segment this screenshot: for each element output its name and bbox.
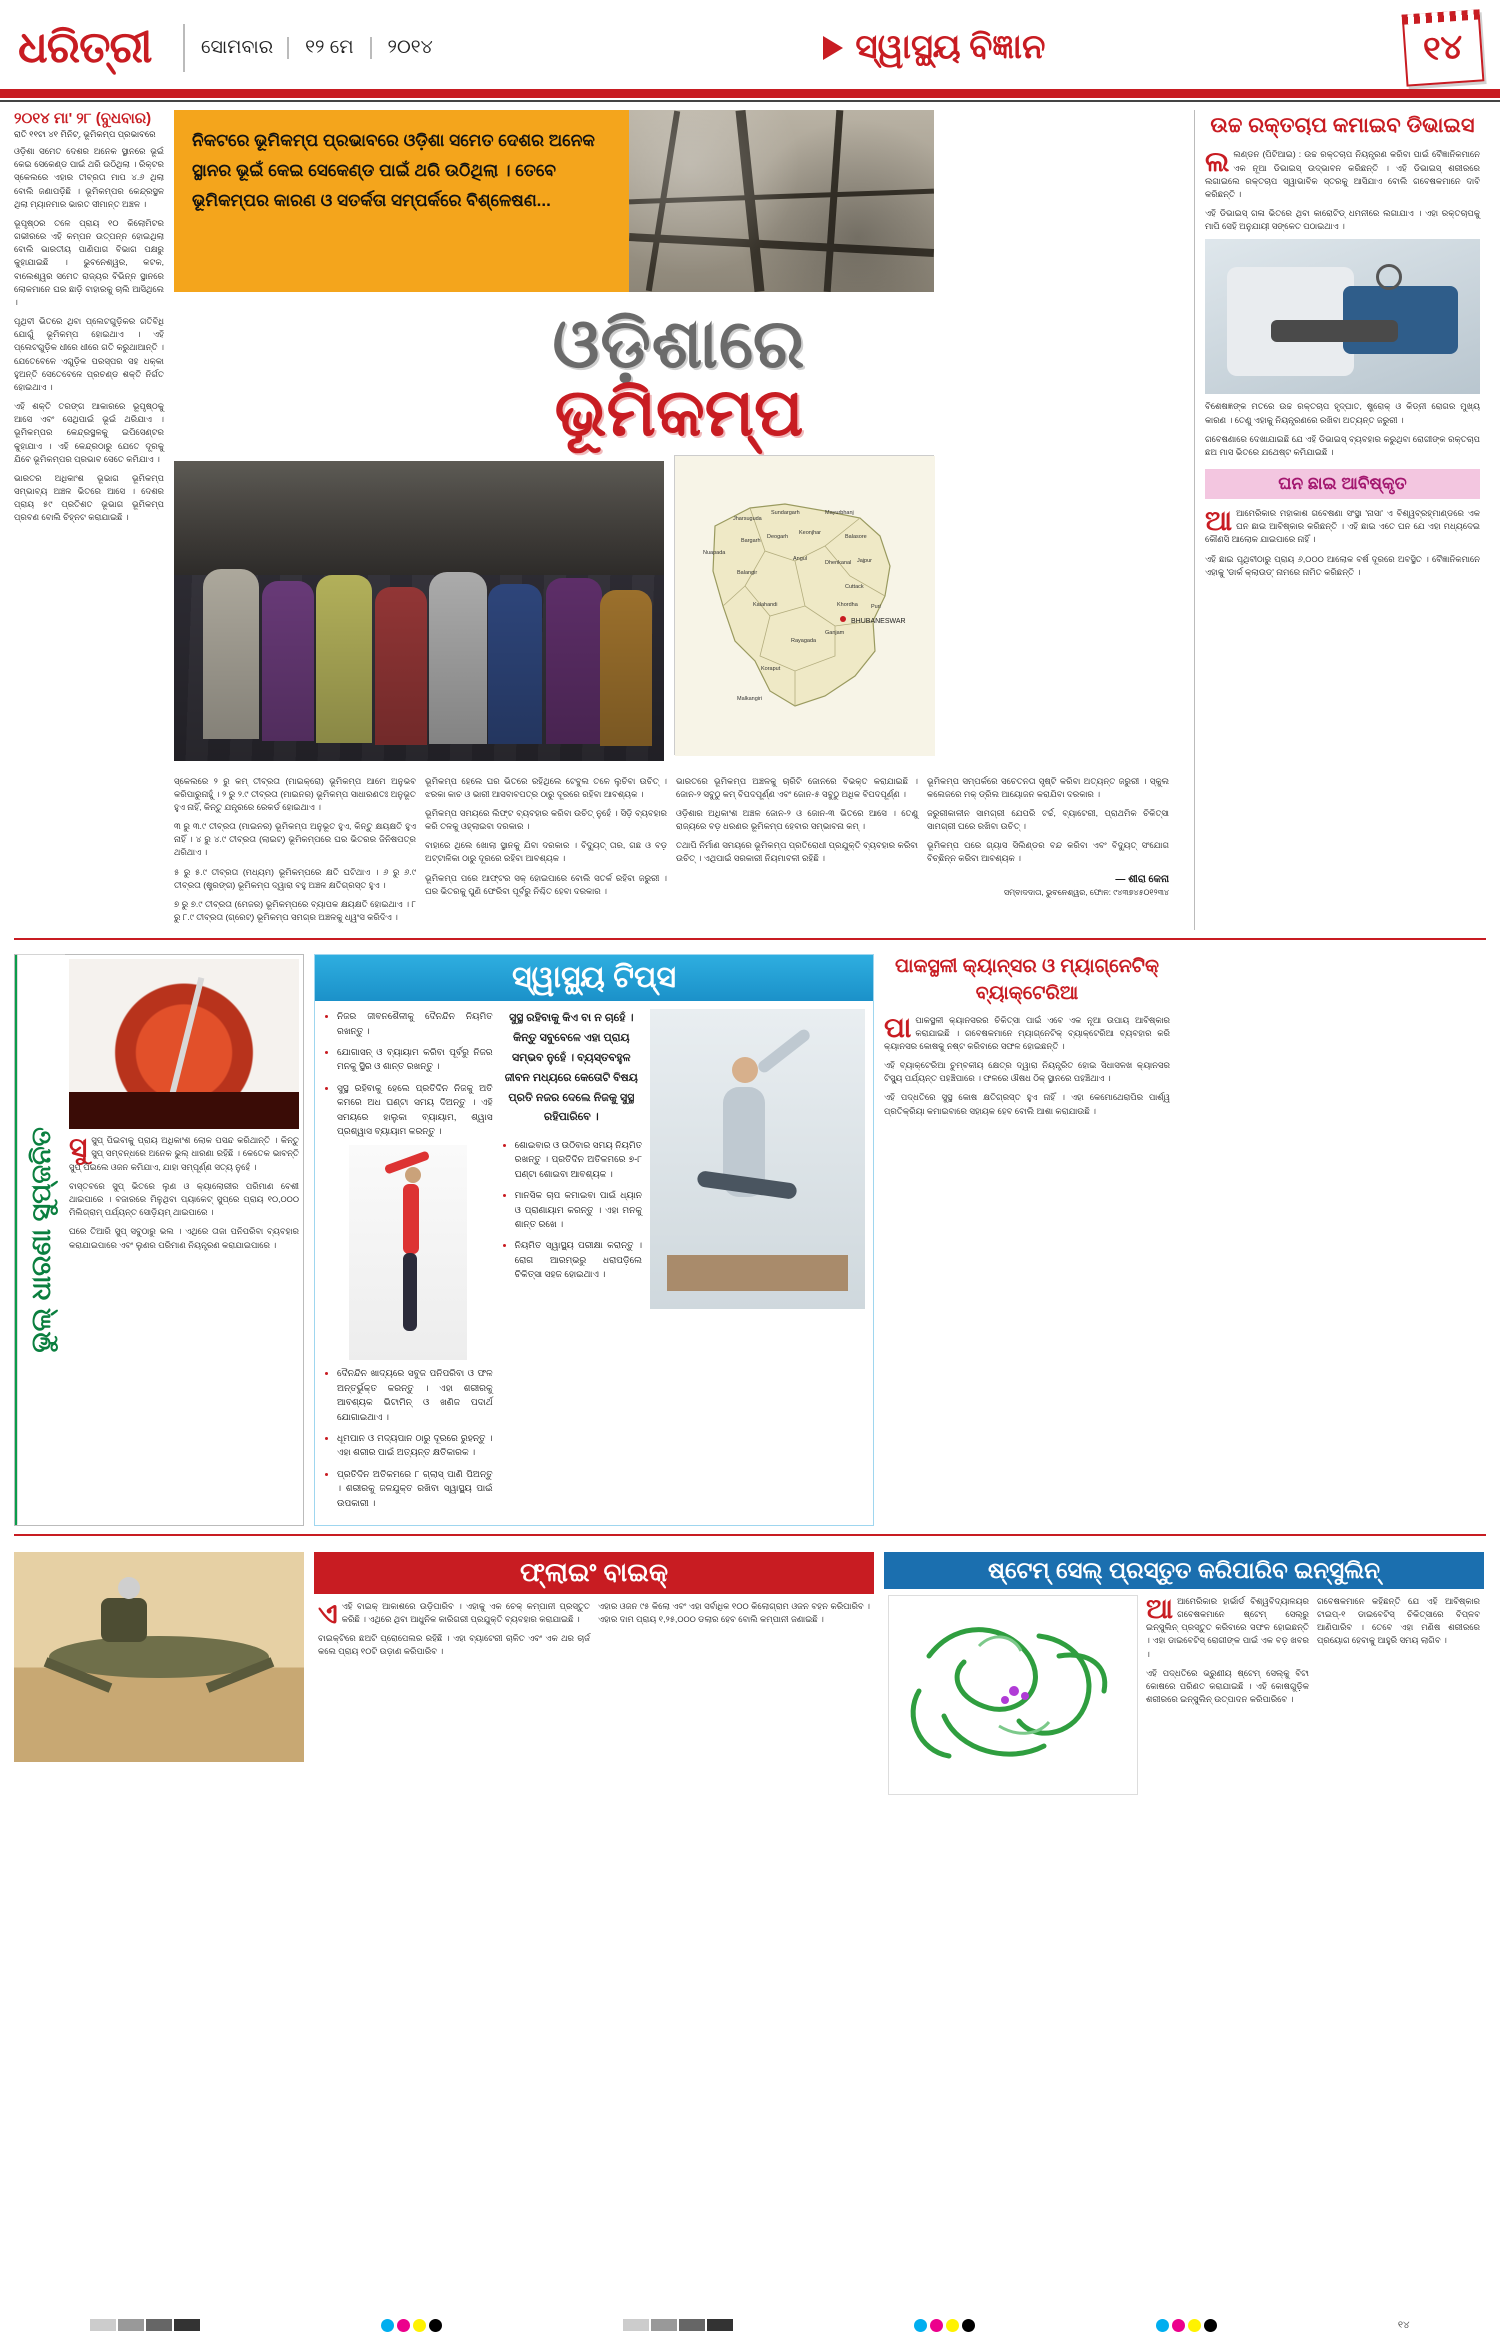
stomach-cancer-feature: [884, 954, 1170, 1526]
flying-bike-title: ଫ୍ଲାଇଂ ବାଇକ୍: [314, 1552, 874, 1594]
svg-text:Dhenkanal: Dhenkanal: [825, 559, 852, 566]
stomach-cancer-text: [884, 1011, 1170, 1118]
dropcap-soup: ସୁ: [69, 1132, 88, 1164]
yoga-stretch-photo: [650, 1009, 865, 1309]
c3-p1: ଭାରତରେ ଭୂମିକମ୍ପ ଅଞ୍ଚଳକୁ ଚାରିଟି ଜୋନରେ ବିଭକ୍ତ କରାଯାଇଛି । ଜୋନ-୨ ସବୁଠୁ କମ୍ ବିପଦପୂର୍ଣ୍ଣ ଏବଂ ଜୋନ-୫ ସବୁଠୁ ଅଧିକ ବିପଦପୂର୍ଣ୍ଣ ।: [676, 775, 918, 799]
right-p2: ଏହି ଡିଭାଇସ୍ ଗଳା ଭିତରେ ଥିବା କାରୋଟିଡ୍ ଧମନୀରେ ଲଗାଯାଏ । ଏହା ରକ୍ତଚାପକୁ ମାପି ସେହି ଅନୁଯାୟୀ ସଙ୍କେତ ପଠାଇଥାଏ ।: [1205, 208, 1480, 232]
masthead-day: ସୋମବାର: [201, 36, 274, 58]
mr-p3: ଏହି ପଦ୍ଧତିରେ ସୁସ୍ଥ କୋଷ କ୍ଷତିଗ୍ରସ୍ତ ହୁଏ ନାହିଁ । ଏହା କେମୋଥେରାପିର ପାର୍ଶ୍ୱ ପ୍ରତିକ୍ରିୟା କମାଇବାରେ ସହାୟକ ହେବ ବୋଲି ଆଶା କରାଯାଉଛି ।: [884, 1092, 1170, 1116]
blood-pressure-photo: [1205, 239, 1480, 394]
tips-left-list: [323, 1009, 493, 1138]
tip-3: • ସୁସ୍ଥ ରହିବାକୁ ହେଲେ ପ୍ରତିଦିନ ନିଜକୁ ଅତି କମରେ ଅଧ ଘଣ୍ଟା ସମୟ ଦିଅନ୍ତୁ । ଏହି ସମୟରେ ହାଲୁକା ବ୍ୟାୟାମ, ଶ୍ୱାସ ପ୍ରଶ୍ୱାସ ବ୍ୟାୟାମ କରନ୍ତୁ ।: [337, 1081, 493, 1139]
headline-line-1: ଓଡ଼ିଶାରେ: [552, 306, 806, 382]
svg-text:Ganjam: Ganjam: [825, 629, 845, 636]
tip-6: • ପ୍ରତିଦିନ ଅତିକମରେ ୮ ଗ୍ଲାସ୍ ପାଣି ପିଅନ୍ତୁ । ଶରୀରକୁ ଜଳଯୁକ୍ତ ରଖିବା ସ୍ୱାସ୍ଥ୍ୟ ପାଇଁ ଉପକାରୀ ।: [337, 1467, 493, 1510]
stem-cell-title: ଷ୍ଟେମ୍ ସେଲ୍ ପ୍ରସ୍ତୁତ କରିପାରିବ ଇନ୍‌ସୁଲିନ୍: [884, 1552, 1484, 1589]
svg-text:Rayagada: Rayagada: [791, 637, 817, 644]
svg-text:Cuttack: Cuttack: [845, 583, 864, 590]
masthead-rule: [0, 92, 1500, 98]
section-title: [465, 29, 1404, 67]
right-headline: ଉଚ୍ଚ ରକ୍ତଚାପ କମାଇବ ଡିଭାଇସ: [1210, 114, 1475, 137]
play-triangle-icon: [823, 36, 843, 60]
mr-p2: ଏହି ବ୍ୟାକ୍‌ଟେରିଆ ଚୁମ୍ବକୀୟ କ୍ଷେତ୍ର ଦ୍ୱାରା ନିୟନ୍ତ୍ରିତ ହୋଇ ସିଧାସଳଖ କ୍ୟାନସର ଟିସ୍ୟୁ ପର୍ଯ୍ୟନ୍ତ ପହଞ୍ଚିପାରେ । ଫଳରେ ଔଷଧ ଠିକ୍ ସ୍ଥାନରେ ପହଞ୍ଚିଥାଏ ।: [884, 1060, 1170, 1084]
headline-line-2: ଭୂମିକମ୍ପ: [554, 377, 804, 450]
tip-2: • ଯୋଗାସନ୍ ଓ ବ୍ୟାୟାମ କରିବା ପୂର୍ବରୁ ନିଜର ମନକୁ ସ୍ଥିର ଓ ଶାନ୍ତ ରଖନ୍ତୁ ।: [337, 1045, 493, 1074]
stem-cell-text-2: [1317, 1595, 1480, 1795]
flying-bike-text-2: [598, 1600, 870, 1665]
right-p3: ବିଶେଷଜ୍ଞଙ୍କ ମତରେ ଉଚ୍ଚ ରକ୍ତଚାପ ହୃଦ୍‌ଘାତ, ଷ୍ଟ୍ରୋକ୍ ଓ କିଡ୍‌ନୀ ରୋଗର ମୁଖ୍ୟ କାରଣ । ତେଣୁ ଏହାକୁ ନିୟନ୍ତ୍ରଣରେ ରଖିବା ଅତ୍ୟନ୍ତ ଜରୁରୀ ।: [1205, 401, 1480, 425]
svg-text:Balangir: Balangir: [737, 569, 758, 576]
tip-5: • ଧୂମପାନ ଓ ମଦ୍ୟପାନ ଠାରୁ ଦୂରରେ ରୁହନ୍ତୁ । ଏହା ଶରୀର ପାଇଁ ଅତ୍ୟନ୍ତ କ୍ଷତିକାରକ ।: [337, 1431, 493, 1460]
sc-p1: [1146, 1592, 1309, 1661]
soup-p1: [69, 1134, 299, 1174]
tip-1: • ନିଜର ଜୀବନଶୈଳୀକୁ ଦୈନନ୍ଦିନ ନିୟମିତ ରଖନ୍ତୁ ।: [337, 1009, 493, 1038]
right-sp1-text: ଆମେରିକାର ମହାକାଶ ଗବେଷଣା ସଂସ୍ଥା 'ନାସା' ଏ ବିଶ୍ୱବ୍ରହ୍ମାଣ୍ଡରେ ଏକ ଘନ ଛାଇ ଆବିଷ୍କାର କରିଛନ୍ତି । ଏହି ଛାଇ ଏତେ ଘନ ଯେ ଏହା ମଧ୍ୟଦେଇ କୌଣସି ଆଲୋକ ଯାଇପାରେ ନାହିଁ ।: [1205, 508, 1480, 545]
footer-page-mark: ୧୪: [1397, 2319, 1410, 2331]
c2-p2: ଭୂମିକମ୍ପ ସମୟରେ ଲିଫ୍ଟ ବ୍ୟବହାର କରିବା ଉଚିତ୍ ନୁହେଁ । ସିଡ଼ି ବ୍ୟବହାର କରି ତଳକୁ ଓହ୍ଲାଇବା ଦରକାର ।: [425, 807, 667, 832]
c1-p2: ୩ ରୁ ୩.୯ ତୀବ୍ରତା (ମାଇନର) ଭୂମିକମ୍ପ ଅନୁଭୂତ ହୁଏ, କିନ୍ତୁ କ୍ଷୟକ୍ଷତି ହୁଏ ନାହିଁ । ୪ ରୁ ୪.୯ ତୀବ୍ରତା (ଲାଇଟ୍) ଭୂମିକମ୍ପରେ ଘର ଭିତରର ଜିନିଷପତ୍ର ଥରିଥାଏ ।: [174, 821, 416, 858]
soup-feature-title: ଭୁଲ୍ ଧାରଣା ସୁପ୍‌ଜନିତ: [17, 955, 65, 1525]
stomach-cancer-title: ପାକସ୍ଥଳୀ କ୍ୟାନ୍‌ସର ଓ ମ୍ୟାଗ୍ନେଟିକ୍ ବ୍ୟାକ୍‌ଟେରିଆ: [894, 956, 1160, 1004]
right-p1: [1205, 148, 1480, 201]
fb-p1-text: ଏହି ବାଇକ୍ ଆକାଶରେ ଉଡ଼ିପାରିବ । ଏହାକୁ ଏକ ଚେକ୍ କମ୍ପାନୀ ପ୍ରସ୍ତୁତ କରିଛି । ଏଥିରେ ଥିବା ଆଧୁନିକ କାରିଗରୀ ପ୍ରଯୁକ୍ତି ବ୍ୟବହାର କରାଯାଇଛି ।: [341, 1600, 590, 1625]
stem-cell-text-1: [1146, 1592, 1309, 1795]
svg-text:Kalahandi: Kalahandi: [753, 601, 778, 608]
soup-feature: [14, 954, 304, 1526]
press-color-bars: [0, 2317, 1500, 2333]
article-byline: [927, 872, 1169, 900]
sc-p2: ଏହି ପଦ୍ଧତିରେ ଭ୍ରୁଣୀୟ ଷ୍ଟେମ୍ ସେଲ୍‌କୁ ବିଟା କୋଷରେ ପରିଣତ କରାଯାଇଛି । ଏହି କୋଷଗୁଡ଼ିକ ଶରୀରରେ ଇନ୍‌ସୁଲିନ୍ ଉତ୍ପାଦନ କରିପାରିବେ ।: [1146, 1667, 1309, 1705]
svg-text:Bargarh: Bargarh: [741, 537, 761, 544]
svg-text:BHUBANESWAR: BHUBANESWAR: [851, 617, 906, 625]
tips-photo-col: [650, 1009, 865, 1517]
svg-text:Angul: Angul: [793, 555, 808, 562]
c1-p3: ୫ ରୁ ୫.୯ ତୀବ୍ରତା (ମଧ୍ୟମ) ଭୂମିକମ୍ପରେ କ୍ଷତି ଘଟିଥାଏ । ୬ ରୁ ୬.୯ ତୀବ୍ରତା (ଷ୍ଟ୍ରଙ୍ଗ) ଭୂମିକମ୍ପ ଦ୍ୱାରା ବହୁ ଅଞ୍ଚଳ କ୍ଷତିଗ୍ରସ୍ତ ହୁଏ ।: [174, 866, 416, 890]
left-para-1: ଓଡ଼ିଶା ସମେତ ଦେଶର ଅନେକ ସ୍ଥାନରେ ଭୂଇଁ କେଇ ସେକେଣ୍ଡ ପାଇଁ ଥରି ଉଠିଥିଲା । ରିକ୍ଟର ସ୍କେଲରେ ଏହାର ତୀବ୍ରତା ମାପ ୪.୬ ଥିଲା ବୋଲି ଜଣାପଡ଼ିଛି । ଭୂମିକମ୍ପର କେନ୍ଦ୍ରସ୍ଥଳ ଥିଲା ମ୍ୟାନମାର ଭାରତ ସୀମାନ୍ତ ଅଞ୍ଚଳ ।: [14, 146, 164, 209]
article-column-4: [927, 775, 1169, 931]
svg-text:Deogarh: Deogarh: [767, 533, 789, 540]
right-body-text-2: [1205, 400, 1480, 459]
cmyk-dots-1: [381, 2319, 442, 2332]
right-column: [1194, 110, 1480, 930]
dropcap-mr: ପା: [884, 1011, 912, 1043]
left-para-5: ଭାରତର ଅଧିକାଂଶ ଭୂଭାଗ ଭୂମିକମ୍ପ ସମ୍ଭାବ୍ୟ ଅଞ୍ଚଳ ଭିତରେ ଆସେ । ଦେଶର ପ୍ରାୟ ୫୯ ପ୍ରତିଶତ ଭୂଭାଗ ଭୂମିକମ୍ପ ପ୍ରବଣ ବୋଲି ଚିହ୍ନଟ କରାଯାଇଛି ।: [14, 472, 164, 523]
article-columns: [174, 775, 1184, 931]
tips-left-col: [323, 1009, 493, 1517]
tip-r1: • ଶୋଇବାର ଓ ଉଠିବାର ସମୟ ନିୟମିତ ରଖନ୍ତୁ । ପ୍ରତିଦିନ ଅତିକମରେ ୭-୮ ଘଣ୍ଟା ଶୋଇବା ଆବଶ୍ୟକ ।: [515, 1138, 642, 1181]
svg-text:Malkangiri: Malkangiri: [737, 695, 763, 702]
soup-p2: ବାସ୍ତବରେ ସୁପ୍ ଭିତରେ ଲୁଣ ଓ କ୍ୟାଲୋରୀର ପରିମାଣ ବେଶୀ ଥାଇପାରେ । ବଜାରରେ ମିଳୁଥିବା ପ୍ୟାକେଟ୍ ସୁପ୍‌ରେ ପ୍ରାୟ ୧୦,୦୦୦ ମିଲିଗ୍ରାମ୍ ପର୍ଯ୍ୟନ୍ତ ସୋଡ଼ିୟମ୍ ଥାଇପାରେ ।: [69, 1180, 299, 1218]
main-article-column: [174, 110, 1184, 930]
c4-p3: ଭୂମିକମ୍ପ ପରେ ଗ୍ୟାସ ସିଲିଣ୍ଡର ବନ୍ଦ କରିବା ଏବଂ ବିଦ୍ୟୁତ୍ ସଂଯୋଗ ବିଚ୍ଛିନ୍ନ କରିବା ଆବଶ୍ୟକ ।: [927, 840, 1169, 864]
right-body-text: [1205, 148, 1480, 233]
c2-p3: ବାହାରେ ଥିଲେ ଖୋଲା ସ୍ଥାନକୁ ଯିବା ଦରକାର । ବିଦ୍ୟୁତ୍ ତାର, ଗଛ ଓ ବଡ଼ ଅଟ୍ଟାଳିକା ଠାରୁ ଦୂରରେ ରହିବା ଆବଶ୍ୟକ ।: [425, 840, 667, 864]
intro-row: [174, 110, 1184, 292]
media-row: [174, 455, 1184, 767]
tips-lead-text: ସୁସ୍ଥ ରହିବାକୁ କିଏ ବା ନ ଚାହେଁ । କିନ୍ତୁ ସବୁବେଳେ ଏହା ପ୍ରାୟ ସମ୍ଭବ ନୁହେଁ । ବ୍ୟସ୍ତବହୁଳ ଜୀବନ ମଧ୍ୟରେ କେତୋଟି ବିଷୟ ପ୍ରତି ନଜର ଦେଲେ ନିଜକୁ ସୁସ୍ଥ ରହିପାରିବେ ।: [504, 1012, 638, 1124]
soup-body-text: [69, 1134, 299, 1251]
article-column-3: [676, 775, 918, 931]
article-column-2: [425, 775, 667, 931]
dropcap-sc: ଆ: [1146, 1592, 1174, 1624]
svg-text:Mayurbhanj: Mayurbhanj: [825, 509, 854, 516]
c3-p3: ତଥାପି ନିର୍ମାଣ ସମୟରେ ଭୂମିକମ୍ପ ପ୍ରତିରୋଧୀ ପ୍ରଯୁକ୍ତି ବ୍ୟବହାର କରିବା ଉଚିତ୍ । ଏଥିପାଇଁ ସରକାରୀ ନିୟମାବଳୀ ରହିଛି ।: [676, 840, 918, 864]
right-p4: ଗବେଷଣାରେ ଦେଖାଯାଇଛି ଯେ ଏହି ଡିଭାଇସ୍ ବ୍ୟବହାର କରୁଥିବା ରୋଗୀଙ୍କ ରକ୍ତଚାପ ଛଅ ମାସ ଭିତରେ ଯଥେଷ୍ଟ କମିଯାଇଛି ।: [1205, 433, 1480, 457]
byline-name: — ଶୀରା କେନା: [1115, 873, 1169, 885]
fb-p3: ଏହାର ଓଜନ ୯୫ କିଲୋ ଏବଂ ଏହା ସର୍ବାଧିକ ୧୦୦ କିଲୋଗ୍ରାମ ଓଜନ ବହନ କରିପାରିବ । ଏହାର ଦାମ ପ୍ରାୟ ୧,୨୫,୦୦୦ ଡଲାର ହେବ ବୋଲି କମ୍ପାନୀ ଜଣାଇଛି ।: [598, 1600, 870, 1625]
soup-p3: ଘରେ ତିଆରି ସୁପ୍ ସବୁଠାରୁ ଭଲ । ଏଥିରେ ତାଜା ପନିପରିବା ବ୍ୟବହାର କରାଯାଇପାରେ ଏବଂ ଲୁଣର ପରିମାଣ ନିୟନ୍ତ୍ରଣ କରାଯାଇପାରେ ।: [69, 1226, 299, 1250]
yoga-tree-pose-photo: [349, 1145, 467, 1360]
mr-p1: [884, 1011, 1170, 1054]
bottom-section: [0, 1544, 1500, 1801]
dropcap-right-2: ଆ: [1205, 505, 1233, 537]
stem-cell-feature: [884, 1552, 1484, 1801]
left-para-3: ପୃଥିବୀ ଭିତରେ ଥିବା ପ୍ଲେଟଗୁଡ଼ିକର ଗତିବିଧି ଯୋଗୁଁ ଭୂମିକମ୍ପ ହୋଇଥାଏ । ଏହି ପ୍ଲେଟଗୁଡ଼ିକ ଧୀରେ ଧୀରେ ଗତି କରୁଥାଆନ୍ତି । ଯେତେବେଳେ ଏଗୁଡ଼ିକ ପରସ୍ପର ସହ ଧକ୍କା ହୁଅନ୍ତି ସେତେବେଳେ ପ୍ରଚଣ୍ଡ ଶକ୍ତି ନିର୍ଗତ ହୋଇଥାଏ ।: [14, 316, 164, 392]
left-sidebar-column: [14, 110, 164, 930]
tip-r3: • ନିୟମିତ ସ୍ୱାସ୍ଥ୍ୟ ପରୀକ୍ଷା କରାନ୍ତୁ । ରୋଗ ଆରମ୍ଭରୁ ଧରାପଡ଼ିଲେ ଚିକିତ୍ସା ସହଜ ହୋଇଥାଏ ।: [515, 1238, 642, 1281]
dropcap-fb: ଏ: [318, 1597, 338, 1629]
masthead: [0, 0, 1500, 92]
health-tips-feature: [314, 954, 874, 1526]
c1-p4: ୭ ରୁ ୭.୯ ତୀବ୍ରତା (ମେଜର) ଭୂମିକମ୍ପରେ ବ୍ୟାପକ କ୍ଷୟକ୍ଷତି ହୋଇଥାଏ । ୮ ରୁ ୮.୯ ତୀବ୍ରତା (ଗ୍ରେଟ୍) ଭୂମିକମ୍ପ ସମଗ୍ର ଅଞ୍ଚଳକୁ ଧ୍ୱଂସ କରିଦିଏ ।: [174, 898, 416, 923]
sc-p3: ଗବେଷକମାନେ କହିଛନ୍ତି ଯେ ଏହି ଆବିଷ୍କାର ଟାଇପ୍-୧ ଡାଇବେଟିସ୍ ଚିକିତ୍ସାରେ ବିପ୍ଳବ ଆଣିପାରିବ । ତେବେ ଏହା ମଣିଷ ଶରୀରରେ ପ୍ରୟୋଗ ହେବାକୁ ଆହୁରି ସମୟ ଲାଗିବ ।: [1317, 1595, 1480, 1646]
page-body: [0, 102, 1500, 930]
flying-bike-feature: [314, 1552, 874, 1801]
svg-text:Sundargarh: Sundargarh: [771, 509, 800, 516]
fb-p2: ବାଇକ୍‌ଟିରେ ଛଅଟି ପ୍ରୋପେଲର ରହିଛି । ଏହା ବ୍ୟାଟେରୀ ଚାଳିତ ଏବଂ ଏକ ଥର ଚାର୍ଜ କଲେ ପ୍ରାୟ ୧୦ଟି ଉଡ଼ାଣ କରିପାରିବ ।: [318, 1633, 590, 1657]
right-sp1: [1205, 507, 1480, 547]
mid-section: [0, 948, 1500, 1526]
crowd-photo: [174, 461, 664, 761]
health-tips-title: ସ୍ୱାସ୍ଥ୍ୟ ଟିପ୍ସ: [315, 955, 873, 1001]
svg-text:Jajpur: Jajpur: [857, 557, 872, 564]
left-date-heading: ୨୦୧୪ ମା' ୨୮ (ବୁଧବାର): [14, 110, 152, 127]
cmyk-dots-2: [914, 2319, 975, 2332]
page-number-badge: ୧୪: [1402, 9, 1485, 86]
cmyk-dots-3: [1156, 2319, 1217, 2332]
svg-text:Nuapada: Nuapada: [703, 549, 726, 556]
masthead-date-value: ୧୨ ମେ: [287, 37, 369, 59]
right-p1-text: ଲଣ୍ଡନ (ପିଟିଆଇ) : ଉଚ୍ଚ ରକ୍ତଚାପ ନିୟନ୍ତ୍ରଣ କରିବା ପାଇଁ ବୈଜ୍ଞାନିକମାନେ ଏକ ନୂଆ ଡିଭାଇସ୍ ଉଦ୍ଭାବନ କରିଛନ୍ତି । ଏହି ଡିଭାଇସ୍ ଶରୀରରେ ଲଗାଇଲେ ରକ୍ତଚାପ ସ୍ୱାଭାବିକ ସ୍ତରକୁ ଆସିଯାଏ ବୋଲି ଗବେଷକମାନେ ଦାବି କରିଛନ୍ତି ।: [1205, 149, 1480, 199]
odisha-map-svg: [675, 456, 935, 756]
c2-p4: ଭୂମିକମ୍ପ ପରେ ଆଫ୍ଟର ସକ୍ ହୋଇପାରେ ବୋଲି ସତର୍କ ରହିବା ଜରୁରୀ । ଘର ଭିତରକୁ ପୁଣି ଫେରିବା ପୂର୍ବରୁ ନିଶ୍ଚିତ ହେବା ଦରକାର ।: [425, 872, 667, 896]
masthead-year: ୨୦୧୪: [370, 37, 449, 59]
section-title-label: ସ୍ୱାସ୍ଥ୍ୟ ବିଜ୍ଞାନ: [855, 28, 1046, 66]
tip-r2: • ମାନସିକ ଚାପ କମାଇବା ପାଇଁ ଧ୍ୟାନ ଓ ପ୍ରାଣାୟାମ କରନ୍ତୁ । ଏହା ମନକୁ ଶାନ୍ତ ରଖେ ।: [515, 1188, 642, 1231]
flying-bike-text-1: [318, 1597, 590, 1665]
soup-p1-text: ସୁପ୍ ପିଇବାକୁ ପ୍ରାୟ ଅଧିକାଂଶ ଲୋକ ପସନ୍ଦ କରିଥାନ୍ତି । କିନ୍ତୁ ସୁପ୍ ସମ୍ବନ୍ଧରେ ଅନେକ ଭୁଲ୍ ଧାରଣା ରହିଛି । କେତେକ ଭାବନ୍ତି ସୁପ୍ ପିଇଲେ ଓଜନ କମିଯାଏ, ଯାହା ସମ୍ପୂର୍ଣ୍ଣ ସତ୍ୟ ନୁହେଁ ।: [69, 1135, 299, 1172]
c4-p1: ଭୂମିକମ୍ପ ସମ୍ପର୍କରେ ସଚେତନତା ସୃଷ୍ଟି କରିବା ଅତ୍ୟନ୍ତ ଜରୁରୀ । ସ୍କୁଲ କଲେଜରେ ମକ୍ ଡ୍ରିଲ ଆୟୋଜନ କରାଯିବା ଦରକାର ।: [927, 775, 1169, 799]
svg-text:Khordha: Khordha: [837, 601, 858, 608]
gray-bars-left: [90, 2319, 200, 2331]
gray-bars-mid: [623, 2319, 733, 2331]
tip-4: • ଦୈନନ୍ଦିନ ଖାଦ୍ୟରେ ସବୁଜ ପନିପରିବା ଓ ଫଳ ଅନ୍ତର୍ଭୁକ୍ତ କରନ୍ତୁ । ଏହା ଶରୀରକୁ ଆବଶ୍ୟକ ଭିଟାମିନ୍ ଓ ଖଣିଜ ପଦାର୍ଥ ଯୋଗାଇଥାଏ ।: [337, 1366, 493, 1424]
svg-text:Balasore: Balasore: [845, 533, 867, 540]
intro-box: ନିକଟରେ ଭୂମିକମ୍ପ ପ୍ରଭାବରେ ଓଡ଼ିଶା ସମେତ ଦେଶର ଅନେକ ସ୍ଥାନର ଭୂଇଁ କେଇ ସେକେଣ୍ଡ ପାଇଁ ଥରି ଉଠିଥିଲା । ତେବେ ଭୂମିକମ୍ପର କାରଣ ଓ ସତର୍କତା ସମ୍ପର୍କରେ ବିଶ୍ଳେଷଣ...: [174, 110, 629, 292]
left-para-4: ଏହି ଶକ୍ତି ତରଙ୍ଗ ଆକାରରେ ଭୂପୃଷ୍ଠକୁ ଆସେ ଏବଂ ସେଥିପାଇଁ ଭୂଇଁ ଥରିଯାଏ । ଭୂମିକମ୍ପର କେନ୍ଦ୍ରସ୍ଥଳକୁ ଇପିସେଣ୍ଟର କୁହାଯାଏ । ଏହି କେନ୍ଦ୍ରଠାରୁ ଯେତେ ଦୂରକୁ ଯିବେ ଭୂମିକମ୍ପର ପ୍ରଭାବ ସେତେ କମିଯାଏ ।: [14, 401, 164, 464]
protein-structure-svg: [889, 1596, 1138, 1795]
svg-text:Jharsuguda: Jharsuguda: [733, 515, 762, 522]
masthead-date: [183, 24, 465, 72]
section-divider-1: [14, 938, 1486, 940]
right-sub-headline: ଘନ ଛାଇ ଆବିଷ୍କୃତ: [1205, 469, 1480, 499]
byline-extra: ସମ୍ବାଦଦାତା, ଭୁବନେଶ୍ୱର, ଫୋନ: ୯୪୩୭୪୫୦୧୨୩୪: [1003, 888, 1169, 898]
flying-bike-photo-block: [14, 1552, 304, 1801]
dropcap-right: ଲ: [1205, 146, 1230, 178]
left-body-text: [14, 145, 164, 525]
cracked-earth-photo: [629, 110, 934, 292]
article-column-1: [174, 775, 416, 931]
c2-p1: ଭୂମିକମ୍ପ ହେଲେ ଘର ଭିତରେ ରହିଥିଲେ ଟେବୁଲ ତଳେ ଲୁଚିବା ଉଚିତ୍ । ଝରକା କାଚ ଓ ଭାରୀ ଆସବାବପତ୍ର ଠାରୁ ଦୂରରେ ରହିବା ଆବଶ୍ୟକ ।: [425, 775, 667, 799]
tips-right-list: [501, 1138, 642, 1282]
right-sp2: ଏହି ଛାଇ ପୃଥିବୀଠାରୁ ପ୍ରାୟ ୬,୦୦୦ ଆଲୋକ ବର୍ଷ ଦୂରରେ ଅବସ୍ଥିତ । ବୈଜ୍ଞାନିକମାନେ ଏହାକୁ 'ଡାର୍କ କ୍ଲାଉଡ୍' ନାମରେ ନାମିତ କରିଛନ୍ତି ।: [1205, 553, 1480, 577]
right-sub-text: [1205, 507, 1480, 579]
svg-text:Keonjhar: Keonjhar: [799, 529, 822, 536]
newspaper-logo: ଧରିତ୍ରୀ: [18, 23, 152, 72]
left-para-2: ଭୂପୃଷ୍ଠର ତଳେ ପ୍ରାୟ ୧୦ କିଲୋମିଟର ଗଭୀରରେ ଏହି କମ୍ପନ ଉତ୍ପନ୍ନ ହୋଇଥିଲା ବୋଲି ଭାରତୀୟ ପାଣିପାଗ ବିଭାଗ ପକ୍ଷରୁ କୁହାଯାଇଛି । ଭୁବନେଶ୍ୱର, କଟକ, ବାଲେଶ୍ୱର ସମେତ ରାଜ୍ୟର ବିଭିନ୍ନ ସ୍ଥାନରେ ଲୋକମାନେ ଘର ଛାଡ଼ି ବାହାରକୁ ଚାଲି ଆସିଥିଲେ ।: [14, 217, 164, 307]
left-subdate: ରାତି ୧୧ଟା ୪୧ ମିନିଟ୍, ଭୂମିକମ୍ପ ପ୍ରଭାବରେ: [14, 129, 156, 139]
tomato-soup-photo: [69, 959, 299, 1129]
c4-p2: ଜରୁରୀକାଳୀନ ସାମଗ୍ରୀ ଯେପରି ଟର୍ଚ୍ଚ, ବ୍ୟାଟେରୀ, ପ୍ରାଥମିକ ଚିକିତ୍ସା ସାମଗ୍ରୀ ଘରେ ରଖିବା ଉଚିତ୍ ।: [927, 807, 1169, 832]
c3-p2: ଓଡ଼ିଶାର ଅଧିକାଂଶ ଅଞ୍ଚଳ ଜୋନ-୨ ଓ ଜୋନ-୩ ଭିତରେ ଆସେ । ତେଣୁ ରାଜ୍ୟରେ ବଡ଼ ଧରଣର ଭୂମିକମ୍ପ ହେବାର ସମ୍ଭାବନା କମ୍ ।: [676, 807, 918, 832]
sc-p1-text: ଆମେରିକାର ହାର୍ଭାର୍ଡ ବିଶ୍ୱବିଦ୍ୟାଳୟର ଗବେଷକମାନେ ଷ୍ଟେମ୍ ସେଲ୍‌ରୁ ଇନ୍‌ସୁଲିନ୍ ପ୍ରସ୍ତୁତ କରିବାରେ ସଫଳ ହୋଇଛନ୍ତି । ଏହା ଡାଇବେଟିସ୍ ରୋଗୀଙ୍କ ପାଇଁ ଏକ ବଡ଼ ଖବର ।: [1146, 1595, 1309, 1659]
svg-text:Puri: Puri: [871, 603, 881, 610]
article-headline: [174, 300, 1184, 455]
tips-mid-col: [501, 1009, 642, 1517]
odisha-map: [674, 455, 934, 755]
protein-structure-photo: [888, 1595, 1138, 1795]
svg-text:Koraput: Koraput: [761, 665, 781, 672]
c1-p1: ସ୍କେଲରେ ୨ ରୁ କମ୍ ତୀବ୍ରତା (ମାଇକ୍ରୋ) ଭୂମିକମ୍ପ ଆମେ ଅନୁଭବ କରିପାରୁନାହୁଁ । ୨ ରୁ ୨.୯ ତୀବ୍ରତା (ମାଇନର) ଭୂମିକମ୍ପ ସାଧାରଣତଃ ଅନୁଭୂତ ହୁଏ ନାହିଁ, କିନ୍ତୁ ଯନ୍ତ୍ରରେ ରେକର୍ଡ ହୋଇଥାଏ ।: [174, 775, 416, 812]
section-divider-2: [14, 1534, 1486, 1536]
tips-left-list-2: [323, 1366, 493, 1510]
flying-bike-photo: [14, 1552, 304, 1762]
mr-p1-text: ପାକସ୍ଥଳୀ କ୍ୟାନସରର ଚିକିତ୍ସା ପାଇଁ ଏବେ ଏକ ନୂଆ ଉପାୟ ଆବିଷ୍କାର କରାଯାଇଛି । ଗବେଷକମାନେ ମ୍ୟାଗ୍ନେଟିକ୍ ବ୍ୟାକ୍‌ଟେରିଆ ବ୍ୟବହାର କରି କ୍ୟାନସର କୋଷକୁ ନଷ୍ଟ କରିବାରେ ସଫଳ ହୋଇଛନ୍ତି ।: [884, 1014, 1170, 1051]
fb-p1: [318, 1597, 590, 1629]
